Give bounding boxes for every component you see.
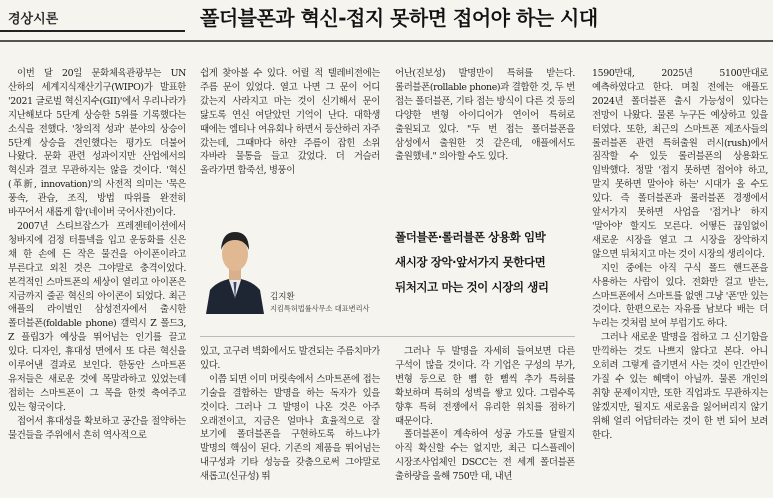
- article-column-2-bottom: [200, 345, 380, 495]
- paragraph: 어난(진보성) 발명만이 특허를 받는다. 롤러블폰(rollable phone)과 결합한 것, 두 번 접는 폴더블폰, 기타 접는 방식이 다른 것 등의 다양한 변형 아이디어가 연이어 특허로 출원되고 있다. "두 번 접는 폴더블폰을 삼성에서 출원한 것 같은데, 애플에서도 출원했네." 의아할 수도 있다.: [395, 68, 575, 163]
- article-column-3-top: [395, 67, 575, 217]
- paragraph: 있고, 고구려 벽화에서도 발견되는 주름치마가 있다.: [200, 346, 380, 371]
- page-header: [0, 0, 773, 42]
- paragraph: 1590만대, 2025년 5100만대로 예측하였다고 한다. 며칠 전에는 애플도 2024년 폴더블폰 출시 가능성이 있다는 전망이 나왔다. 물론 누구든 예상하고 있을 터였다. 또한, 최근의 스마트폰 제조사들의 롤러블폰 관련 특허출원 러시(rush)에서 짐작할 수 있듯 롤러블폰의 상용화도 임박했다. 정말 '접지 못하면 접어야 하고, 말지 못하면 말아야 하는' 시대가 올 수도 있다. 즉 폴더블폰과 롤러블폰 경쟁에서 앞서가지 못하면 사업을 '접거나' 하지 '말아야' 할지도 모른다. 어떻든 끊임없이 새로운 시장을 열고 그 시장을 장악하지 않으면 뒤처지고 마는 것이 시장의 생리이다.: [592, 68, 768, 260]
- paragraph: 이번 달 20일 문화체육관광부는 UN 산하의 세계지식재산기구(WIPO)가 발표한 '2021 글로벌 혁신지수(GII)'에서 우리나라가 지난해보다 5단계 상승한 5위를 기록했다는 소식을 전했다. '창의적 성과' 분야의 상승이 5단계 상승을 견인했다는 평가도 더불어 나왔다. 문화 관련 성과이지만 산업에서의 혁신과 결코 무관하지는 않을 것이다. '혁신(革新, innovation)'의 사전적 의미는 '묵은 풍속, 관습, 조직, 방법 따위를 완전히 바꾸어서 새롭게 함'(네이버 국어사전)이다.: [8, 68, 186, 219]
- headline: 폴더블폰과 혁신-접지 못하면 접어야 하는 시대: [200, 6, 598, 30]
- paragraph: 그러나 두 발명을 자세히 들여보면 다른 구석이 많을 것이다. 각 기업은 구성의 부가, 변형 등으로 한 뼘 한 뼘씩 추가 특허를 확보하며 특허의 성벽을 쌓고 있다. 그럼수록 향후 특허 전쟁에서 유리한 위치를 점하기 때문이다.: [395, 346, 575, 427]
- article-column-1: [8, 67, 186, 495]
- author-affiliation: 지킴특허법률사무소 대표변리사: [270, 304, 370, 313]
- article-column-4: [592, 67, 768, 495]
- pull-quote: 폴더블폰·롤러블폰 상용화 임박 새시장 장악·앞서가지 못한다면 뒤처지고 마는 것이 시장의 생리: [395, 230, 549, 294]
- author-photo: [204, 218, 266, 314]
- section-label-underline: [0, 30, 185, 32]
- paragraph: 이쯤 되면 이미 머릿속에서 스마트폰에 접는 기술을 결합하는 발명을 하는 독자가 있을 것이다. 그러나 그 발명이 나온 것은 아주 오래전이고, 지금은 얼마나 효율적으로 잘 보기에 폴더블폰을 구현하도록 하느냐가 발명의 핵심이 된다. 기존의 제품을 뛰어넘는 내구성과 기타 성능을 갖춤으로써 그야말로 새롭고(신규성) 뛰: [200, 373, 380, 483]
- paragraph: 폴더블폰이 계속하여 성공 가도를 달릴지 아직 확신할 수는 없지만, 최근 디스플레이 시장조사업체인 DSCC는 전 세계 폴더블폰 출하량을 올해 750만 대, 내년: [395, 429, 575, 483]
- paragraph: 그러나 새로운 발명을 접하고 그 신기함을 만끽하는 것도 나쁘지 않다고 본다. 아니 오히려 그렇게 즐기면서 사는 것이 인간만이 가질 수 있는 혜택이 아닐까. 물론 개인의 취향 문제이지만, 또한 직업과도 무관하지는 않겠지만, 될지도 새로움을 잃어버리지 않기 위해 얼리 어답터라는 것이 한 번 되어 보려 한다.: [592, 332, 768, 441]
- author-byline: [270, 290, 400, 314]
- paragraph: 지인 중에는 아직 구식 폴드 핸드폰을 사용하는 사람이 있다. 전화만 걸고 받는, 스마트폰에서 스마트를 없앤 그냥 '폰'만 있는 것이다. 한편으로는 자유를 남보다 배는 더 누리는 것처럼 보여 부럽기도 하다.: [592, 262, 768, 330]
- paragraph: 쉽게 찾아볼 수 있다. 어릴 적 텔레비전에는 주름 문이 있었다. 열고 나면 그 문이 어디 갔는지 사라지고 마는 것이 신기해서 문이 닳도록 연신 여닫았던 기억이 난다. 대학생 때에는 엠티나 여유회나 하면서 등산하러 자주 갔는데, 그때마다 하얀 주름이 잡힌 소위 자바라 물통을 들고 갔었다. 더 거슬러 올라가면 합죽선, 병풍이: [200, 68, 380, 177]
- section-label: 경상시론: [8, 12, 59, 27]
- divider: [200, 336, 575, 337]
- paragraph: 2007년 스티브잡스가 프레젠테이션에서 청바지에 검정 터틀넥을 입고 운동화를 신은 채 한 손에 든 작은 물건을 아이폰이라고 부른다고 외친 것은 그야말로 충격이었다. 본격적인 스마트폰의 세상이 열리고 아이폰은 지금까지 줄곧 혁신의 아이콘이 되었다. 최근 애플의 라이벌인 삼성전자에서 출시한 폴더블폰(foldable phone) 갤럭시 Z 폴드3, Z 플립3가 예상을 뛰어넘는 인기를 끌고 있다. 디자인, 휴대성 면에서 또 다른 혁신을 이루어낸 결과로 보인다. 한동안 스마트폰 유저들은 새로운 것에 목말라하고 있었는데 접히는 스마트폰이 그 목을 한껏 축여주고 있는 형국이다.: [8, 220, 186, 413]
- author-name: 김지환: [270, 292, 295, 302]
- paragraph: 접어서 휴대성을 확보하고 공간을 절약하는 물건들을 주위에서 흔히 역사적으로: [8, 415, 186, 441]
- article-column-3-bottom: [395, 345, 575, 495]
- article-column-2-top: [200, 67, 380, 217]
